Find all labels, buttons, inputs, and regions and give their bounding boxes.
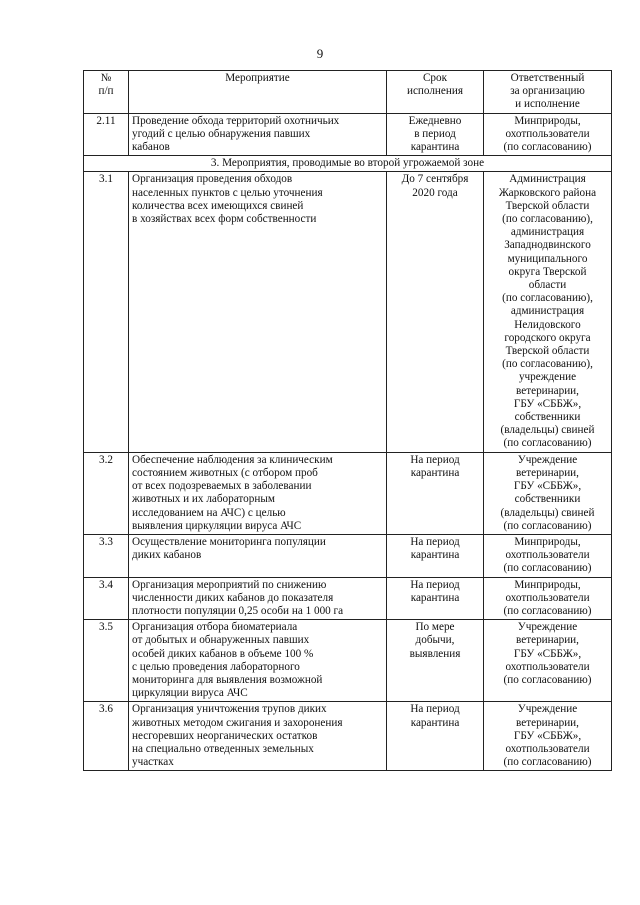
deadline-cell [387,113,484,156]
row-number: 3.1 [84,172,129,452]
table-row [84,577,612,620]
section-row [84,156,612,172]
responsible-cell-line: охотпользователи [505,660,590,673]
deadline-cell [387,452,484,534]
header-responsible [484,71,612,114]
header-deadline-line: исполнения [406,85,464,98]
activity-cell-line: участках [132,756,174,769]
responsible-cell-line: Минприроды, [514,535,581,548]
responsible-cell-line: Учреждение [517,621,578,634]
responsible-cell-line: охотпользователи [505,127,590,140]
header-num-line: п/п [98,85,114,98]
header-num [84,71,129,114]
responsible-cell-line: охотпользователи [505,591,590,604]
deadline-cell [387,620,484,702]
activity-cell-line: от всех подозреваемых в заболевании [132,480,312,493]
responsible-cell-line: собственники [514,411,581,424]
activity-cell-line: Организация отбора биоматериала [132,621,298,634]
measures-table [83,70,612,771]
activity-cell [129,702,387,771]
responsible-cell-line: Учреждение [517,453,578,466]
activity-cell-line: численности диких кабанов до показателя [132,591,334,604]
responsible-cell-line: собственники [514,493,581,506]
activity-cell [129,113,387,156]
responsible-cell-line: администрация [510,226,585,239]
table-row [84,702,612,771]
responsible-cell-line: ветеринарии, [516,384,579,397]
responsible-cell-line: ГБУ «СББЖ», [513,480,582,493]
responsible-cell-line: ветеринарии, [516,716,579,729]
activity-cell-line: населенных пунктов с целью уточнения [132,186,323,199]
activity-cell-line: исследованием на АЧС) с целью [132,506,286,519]
activity-cell-line: Организация уничтожения трупов диких [132,703,327,716]
activity-cell-line: Организация мероприятий по снижению [132,578,327,591]
activity-cell [129,620,387,702]
table-body-top [84,113,612,156]
row-number: 3.3 [84,534,129,577]
responsible-cell-line: Администрация [509,173,586,186]
activity-cell-line: кабанов [132,141,170,154]
table-body [84,172,612,771]
responsible-cell-line: (по согласованию), [502,213,593,226]
activity-cell-line: Организация проведения обходов [132,173,293,186]
responsible-cell-line: (по согласованию), [502,358,593,371]
header-deadline [387,71,484,114]
responsible-cell-line: округа Тверской [508,265,587,278]
row-number: 3.2 [84,452,129,534]
responsible-cell [484,113,612,156]
activity-cell-line: особей диких кабанов в объеме 100 % [132,647,314,660]
responsible-cell-line: Тверской области [505,199,590,212]
responsible-cell [484,534,612,577]
activity-cell-line: от добытых и обнаруженных павших [132,634,310,647]
header-responsible-line: Ответственный [510,72,585,84]
activity-cell-line: Проведение обхода территорий охотничьих [132,114,340,127]
activity-cell-line: угодий с целью обнаружения павших [132,127,311,140]
responsible-cell-line: (по согласованию) [503,604,592,617]
responsible-cell-line: (владельцы) свиней [500,424,595,437]
responsible-cell-line: ГБУ «СББЖ», [513,397,582,410]
responsible-cell-line: ветеринарии, [516,634,579,647]
row-number: 3.5 [84,620,129,702]
row-number: 3.6 [84,702,129,771]
deadline-cell-line: карантина [410,716,460,729]
activity-cell-line: несгоревших неорганических остатков [132,729,318,742]
responsible-cell [484,452,612,534]
activity-cell-line: животных и их лабораторным [132,493,275,506]
activity-cell-line: Осуществление мониторинга популяции [132,535,326,548]
activity-cell-line: в хозяйствах всех форм собственности [132,213,317,226]
table-row [84,172,612,452]
responsible-cell-line: Тверской области [505,345,590,358]
activity-cell [129,452,387,534]
header-deadline-line: Срок [422,72,448,84]
deadline-cell [387,577,484,620]
deadline-cell-line: выявления [409,647,461,660]
responsible-cell-line: (по согласованию) [503,437,592,450]
activity-cell-line: на специально отведенных земельных [132,742,314,755]
responsible-cell-line: Минприроды, [514,114,581,127]
responsible-cell-line: ГБУ «СББЖ», [513,729,582,742]
header-num-line: № [100,72,112,84]
activity-cell-line: Обеспечение наблюдения за клиническим [132,453,333,466]
responsible-cell-line: (по согласованию) [503,141,592,154]
deadline-cell [387,172,484,452]
deadline-cell-line: карантина [410,591,460,604]
activity-cell-line: с целью проведения лабораторного [132,660,300,673]
deadline-cell-line: На период [410,703,460,716]
deadline-cell-line: 2020 года [412,186,458,199]
table-row [84,113,612,156]
section-header [84,156,612,172]
deadline-cell-line: До 7 сентября [401,173,469,186]
deadline-cell-line: По мере [415,621,455,634]
header-responsible-line: и исполнение [515,98,580,111]
header-activity [129,71,387,114]
deadline-cell-line: в период [414,127,456,140]
responsible-cell [484,702,612,771]
activity-cell-line: состоянием животных (с отбором проб [132,466,318,479]
activity-cell-line: количества всех имеющихся свиней [132,199,304,212]
table-row [84,620,612,702]
responsible-cell [484,577,612,620]
header-responsible-line: за организацию [510,85,585,98]
deadline-cell-line: На период [410,535,460,548]
responsible-cell-line: администрация [510,305,585,318]
table-header-row [84,71,612,114]
deadline-cell-line: карантина [410,141,460,154]
deadline-cell-line: Ежедневно [408,114,462,127]
responsible-cell-line: муниципального [507,252,588,265]
activity-cell [129,577,387,620]
activity-cell-line: циркуляции вируса АЧС [132,687,248,700]
table-row [84,452,612,534]
deadline-cell-line: добычи, [415,634,455,647]
page-number: 9 [316,46,324,61]
responsible-cell-line: Западнодвинского [504,239,591,252]
responsible-cell-line: (по согласованию) [503,673,592,686]
activity-cell-line: животных методом сжигания и захоронения [132,716,343,729]
responsible-cell-line: (владельцы) свиней [500,506,595,519]
responsible-cell-line: Нелидовского [514,318,581,331]
activity-cell-line: выявления циркуляции вируса АЧС [132,519,302,532]
responsible-cell-line: (по согласованию) [503,562,592,575]
responsible-cell-line: охотпользователи [505,742,590,755]
deadline-cell-line: На период [410,578,460,591]
responsible-cell [484,172,612,452]
responsible-cell-line: области [528,279,567,292]
row-number: 3.4 [84,577,129,620]
deadline-cell [387,534,484,577]
activity-cell-line: плотности популяции 0,25 особи на 1 000 га [132,604,344,617]
table-row [84,534,612,577]
responsible-cell-line: охотпользователи [505,549,590,562]
responsible-cell-line: Жарковского района [498,186,597,199]
responsible-cell-line: Минприроды, [514,578,581,591]
responsible-cell-line: (по согласованию), [502,292,593,305]
responsible-cell-line: городского округа [504,331,591,344]
deadline-cell-line: На период [410,453,460,466]
responsible-cell-line: ГБУ «СББЖ», [513,647,582,660]
header-activity-line: Мероприятие [225,72,290,84]
activity-cell-line: мониторинга для выявления возможной [132,673,323,686]
responsible-cell [484,620,612,702]
responsible-cell-line: учреждение [518,371,577,384]
activity-cell [129,534,387,577]
activity-cell [129,172,387,452]
responsible-cell-line: Учреждение [517,703,578,716]
deadline-cell [387,702,484,771]
row-number: 2.11 [84,113,129,156]
responsible-cell-line: ветеринарии, [516,466,579,479]
responsible-cell-line: (по согласованию) [503,519,592,532]
responsible-cell-line: (по согласованию) [503,756,592,769]
activity-cell-line: диких кабанов [132,549,202,562]
deadline-cell-line: карантина [410,466,460,479]
section-title: 3. Мероприятия, проводимые во второй угрожаемой зоне [84,156,612,172]
deadline-cell-line: карантина [410,549,460,562]
